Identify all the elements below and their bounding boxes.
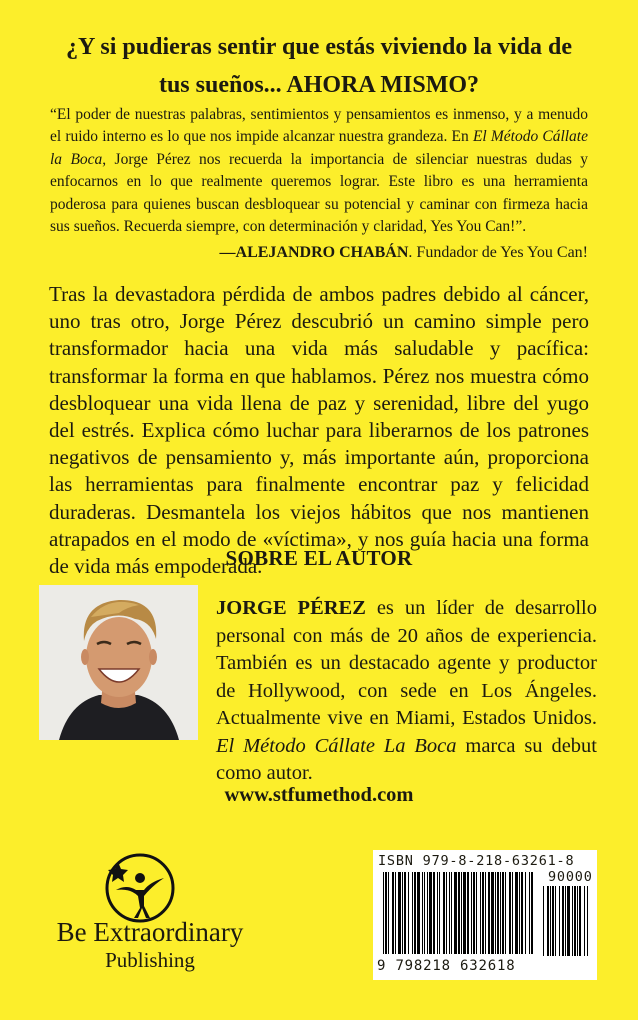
about-author-heading: SOBRE EL AUTOR: [225, 546, 413, 570]
back-cover-headline: [40, 28, 598, 104]
quote-text-part-1: “El poder de nuestras palabras, sentimientos y pensamientos es inmenso, y a menudo el ruido interno es lo que nos impide alcanzar nuestra grandeza. En: [50, 106, 588, 146]
book-description: Tras la devastadora pérdida de ambos padres debido al cáncer, uno tras otro, Jorge Pérez descubrió un camino simple pero transformador hacia una vida más saludable y pacífica: transformar la forma en que hablamos. Pérez nos muestra cómo desbloquear una vida llena de paz y serenidad, libre del yugo del estrés. Explica cómo luchar para liberarnos de los patrones negativos de pensamiento y, más importante aún, proporciona las herramientas para finalmente encontrar paz y felicidad duraderas. Desmantela los viejos hábitos que nos mantienen atrapados en el modo de «víctima», y nos guía hacia una forma de vida más empoderada.: [49, 282, 589, 579]
price-addon-code: 90000: [548, 869, 593, 885]
bio-book-title: El Método Cállate La Boca: [216, 734, 457, 757]
quote-text-part-2: , Jorge Pérez nos recuerda la importancia de silenciar nuestras dudas y enfocarnos en lo que realmente queremos lograr. Este libro es una herramienta poderosa para quienes buscan desbloquear su potencial y caminar con firmeza hacia sus sueños. Recuerda siempre, con determinación y claridad, Yes You Can!”.: [50, 150, 589, 236]
quote-attribution: [50, 242, 588, 264]
isbn-text: ISBN 979-8-218-63261-8: [378, 853, 575, 869]
author-photo: [39, 585, 198, 740]
headline-line-1: ¿Y si pudieras sentir que estás viviendo la vida de: [65, 34, 573, 60]
quote-book-title: El Método Cállate la Boca: [50, 128, 588, 168]
endorsement-quote: [50, 104, 588, 265]
attribution-name: —ALEJANDRO CHABÁN: [219, 244, 409, 262]
attribution-role: . Fundador de Yes You Can!: [408, 244, 588, 262]
isbn-barcode: [373, 850, 597, 980]
author-bio: [216, 595, 597, 788]
bio-part-1: es un líder de desarrollo personal con más de 20 años de experiencia. También es un destacado agente y productor de Hollywood, con sede en Los Ángeles. Actualmente vive en Miami, Estados Unidos.: [216, 597, 598, 729]
website-url: www.stfumethod.com: [224, 784, 414, 806]
publisher-sub: Publishing: [105, 948, 195, 972]
bio-part-2: marca su debut como autor.: [216, 734, 597, 784]
headline-line-2: tus sueños... AHORA MISMO?: [158, 72, 480, 98]
author-name: JORGE PÉREZ: [216, 597, 366, 619]
publisher-logo: [100, 848, 180, 923]
barcode-bars-icon: [383, 872, 593, 958]
ean-digits: 9 798218 632618: [377, 958, 516, 974]
publisher-name: Be Extraordinary: [56, 917, 244, 947]
